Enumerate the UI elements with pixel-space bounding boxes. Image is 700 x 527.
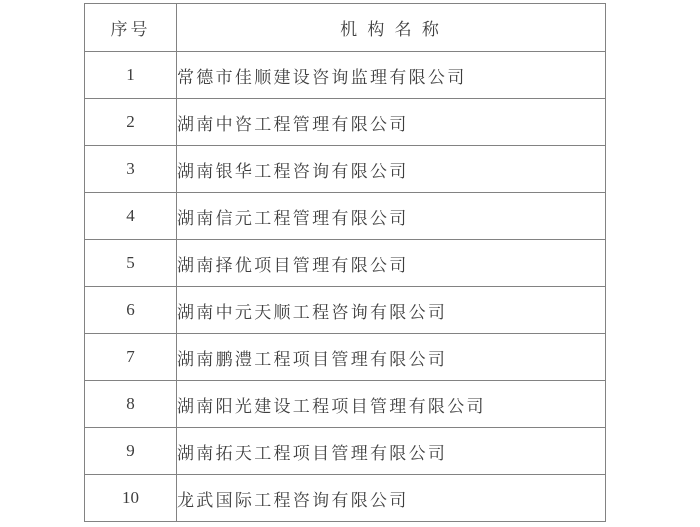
table-header-row xyxy=(85,4,606,52)
table-row xyxy=(85,381,606,428)
org-name: 湖南择优项目管理有限公司 xyxy=(177,240,606,287)
row-index: 5 xyxy=(85,240,177,287)
row-index: 7 xyxy=(85,334,177,381)
row-index: 6 xyxy=(85,287,177,334)
org-name: 常德市佳顺建设咨询监理有限公司 xyxy=(177,52,606,99)
org-name: 龙武国际工程咨询有限公司 xyxy=(177,475,606,522)
header-org-name: 机 构 名 称 xyxy=(177,4,606,52)
org-name: 湖南中咨工程管理有限公司 xyxy=(177,99,606,146)
org-name: 湖南银华工程咨询有限公司 xyxy=(177,146,606,193)
table-row xyxy=(85,287,606,334)
org-name: 湖南拓天工程项目管理有限公司 xyxy=(177,428,606,475)
row-index: 10 xyxy=(85,475,177,522)
row-index: 9 xyxy=(85,428,177,475)
row-index: 3 xyxy=(85,146,177,193)
table-row xyxy=(85,146,606,193)
row-index: 2 xyxy=(85,99,177,146)
table-row xyxy=(85,52,606,99)
row-index: 4 xyxy=(85,193,177,240)
header-index: 序号 xyxy=(85,4,177,52)
row-index: 8 xyxy=(85,381,177,428)
org-name: 湖南中元天顺工程咨询有限公司 xyxy=(177,287,606,334)
row-index: 1 xyxy=(85,52,177,99)
table-row xyxy=(85,475,606,522)
organization-table xyxy=(84,3,606,522)
table-row xyxy=(85,334,606,381)
org-name: 湖南阳光建设工程项目管理有限公司 xyxy=(177,381,606,428)
table-row xyxy=(85,428,606,475)
table-row xyxy=(85,99,606,146)
org-name: 湖南鹏澧工程项目管理有限公司 xyxy=(177,334,606,381)
table-row xyxy=(85,193,606,240)
table-row xyxy=(85,240,606,287)
org-name: 湖南信元工程管理有限公司 xyxy=(177,193,606,240)
